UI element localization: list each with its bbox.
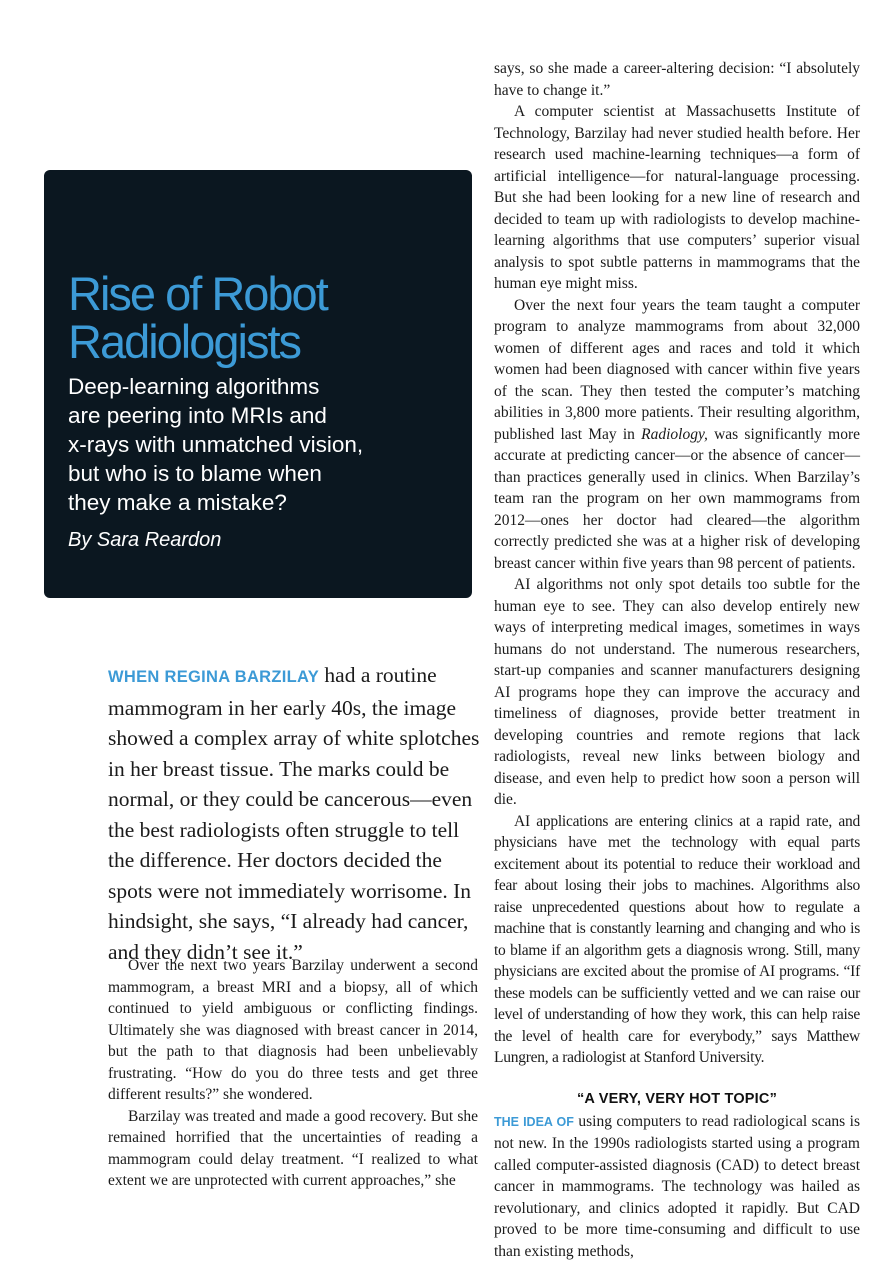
title-box — [44, 170, 472, 598]
publication-name: Radiology, — [641, 426, 708, 443]
body-paragraph: Over the next two years Barzilay underwent a second mammogram, a breast MRI and a biopsy, all of which continued to yield ambiguous or conflicting findings. Ultimately she was diagnosed with breast cancer in 2014, but the path to that diagnosis had been unbelievably frustrating. “How do you do three tests and get three different results?” she wondered. — [108, 955, 478, 1106]
lede-paragraph — [108, 660, 480, 967]
body-paragraph: AI algorithms not only spot details too subtle for the human eye to see. They can also develop entirely new ways of interpreting medical images, sometimes in ways humans do not understand. The numerous researchers, start-up companies and scanner manufacturers designing AI programs hope they can improve the accuracy and timeliness of diagnoses, provide better treatment in developing countries and remote regions that lack radiologists, reveal new links between biology and disease, and even help to predict how soon a person will die. — [494, 574, 860, 811]
section-lead-in: THE IDEA OF — [494, 1115, 574, 1129]
body-paragraph: says, so she made a career-altering decision: “I absolutely have to change it.” — [494, 58, 860, 101]
body-paragraph: AI applications are entering clinics at a rapid rate, and physicians have met the technology with equal parts excitement about its potential to reduce their workload and fear about losing their jobs to machines. Algorithms also raise unprecedented questions about how to regulate a machine that is constantly learning and changing and who is to blame if an algorithm gets a diagnosis wrong. Still, many physicians are excited about the promise of AI programs. “If these models can be sufficiently vetted and we can raise our level of understanding of how they work, this can help raise the level of health care for everybody,” says Matthew Lungren, a radiologist at Stanford University. — [494, 811, 860, 1069]
article-dek: Deep-learning algorithms are peering into MRIs and x-rays with unmatched vision, but who is to blame when they make a mistake? — [68, 372, 452, 517]
body-text: using computers to read radiological scans is not new. In the 1990s radiologists started using a program called computer-assisted diagnosis (CAD) to detect breast cancer in mammograms. The technology was hailed as revolutionary, and clinics adopted it rapidly. But CAD proved to be more time-consuming and difficult to use than existing methods, — [494, 1113, 860, 1260]
section-subhead: “A VERY, VERY HOT TOPIC” — [494, 1091, 860, 1107]
body-paragraph — [494, 295, 860, 575]
body-text: was significantly more accurate at predicting cancer—or the absence of cancer—than practices generally used in clinics. When Barzilay’s team ran the program on her own mammograms from 2012—ones her doctor had cleared—the algorithm correctly predicted she was at a higher risk of developing breast cancer within five years than 98 percent of patients. — [494, 426, 860, 572]
right-column — [494, 58, 860, 1262]
body-paragraph: Barzilay was treated and made a good recovery. But she remained horrified that the uncertainties of reading a mammogram could delay treatment. “I realized to what extent we are unprotected with current approaches,” she — [108, 1106, 478, 1192]
left-column — [108, 955, 478, 1192]
body-paragraph: A computer scientist at Massachusetts Institute of Technology, Barzilay had never studied health before. Her research used machine-learning techniques—a form of artificial intelligence—for natural-language processing. But she had been looking for a new line of research and decided to team up with radiologists to develop machine-learning algorithms that use computers’ superior visual analysis to spot subtle patterns in mammograms that the human eye might miss. — [494, 101, 860, 295]
article-title: Rise of Robot Radiologists — [68, 270, 452, 366]
lede-lead-in: WHEN REGINA BARZILAY — [108, 668, 319, 686]
body-paragraph — [494, 1111, 860, 1262]
body-text: Over the next four years the team taught a computer program to analyze mammograms from about 32,000 women of different ages and races and told it which women had been diagnosed with cancer within five years of the scan. They then tested the computer’s matching abilities in 3,800 more patients. Their resulting algorithm, published last May in — [494, 297, 860, 443]
lede-text: had a routine mammogram in her early 40s, the image showed a complex array of white splotches in her breast tissue. The marks could be normal, or they could be cancerous—even the best radiologists often struggle to tell the difference. Her doctors decided the spots were not immediately worrisome. In hindsight, she says, “I already had cancer, and they didn’t see it.” — [108, 663, 479, 964]
byline: By Sara Reardon — [68, 529, 452, 552]
